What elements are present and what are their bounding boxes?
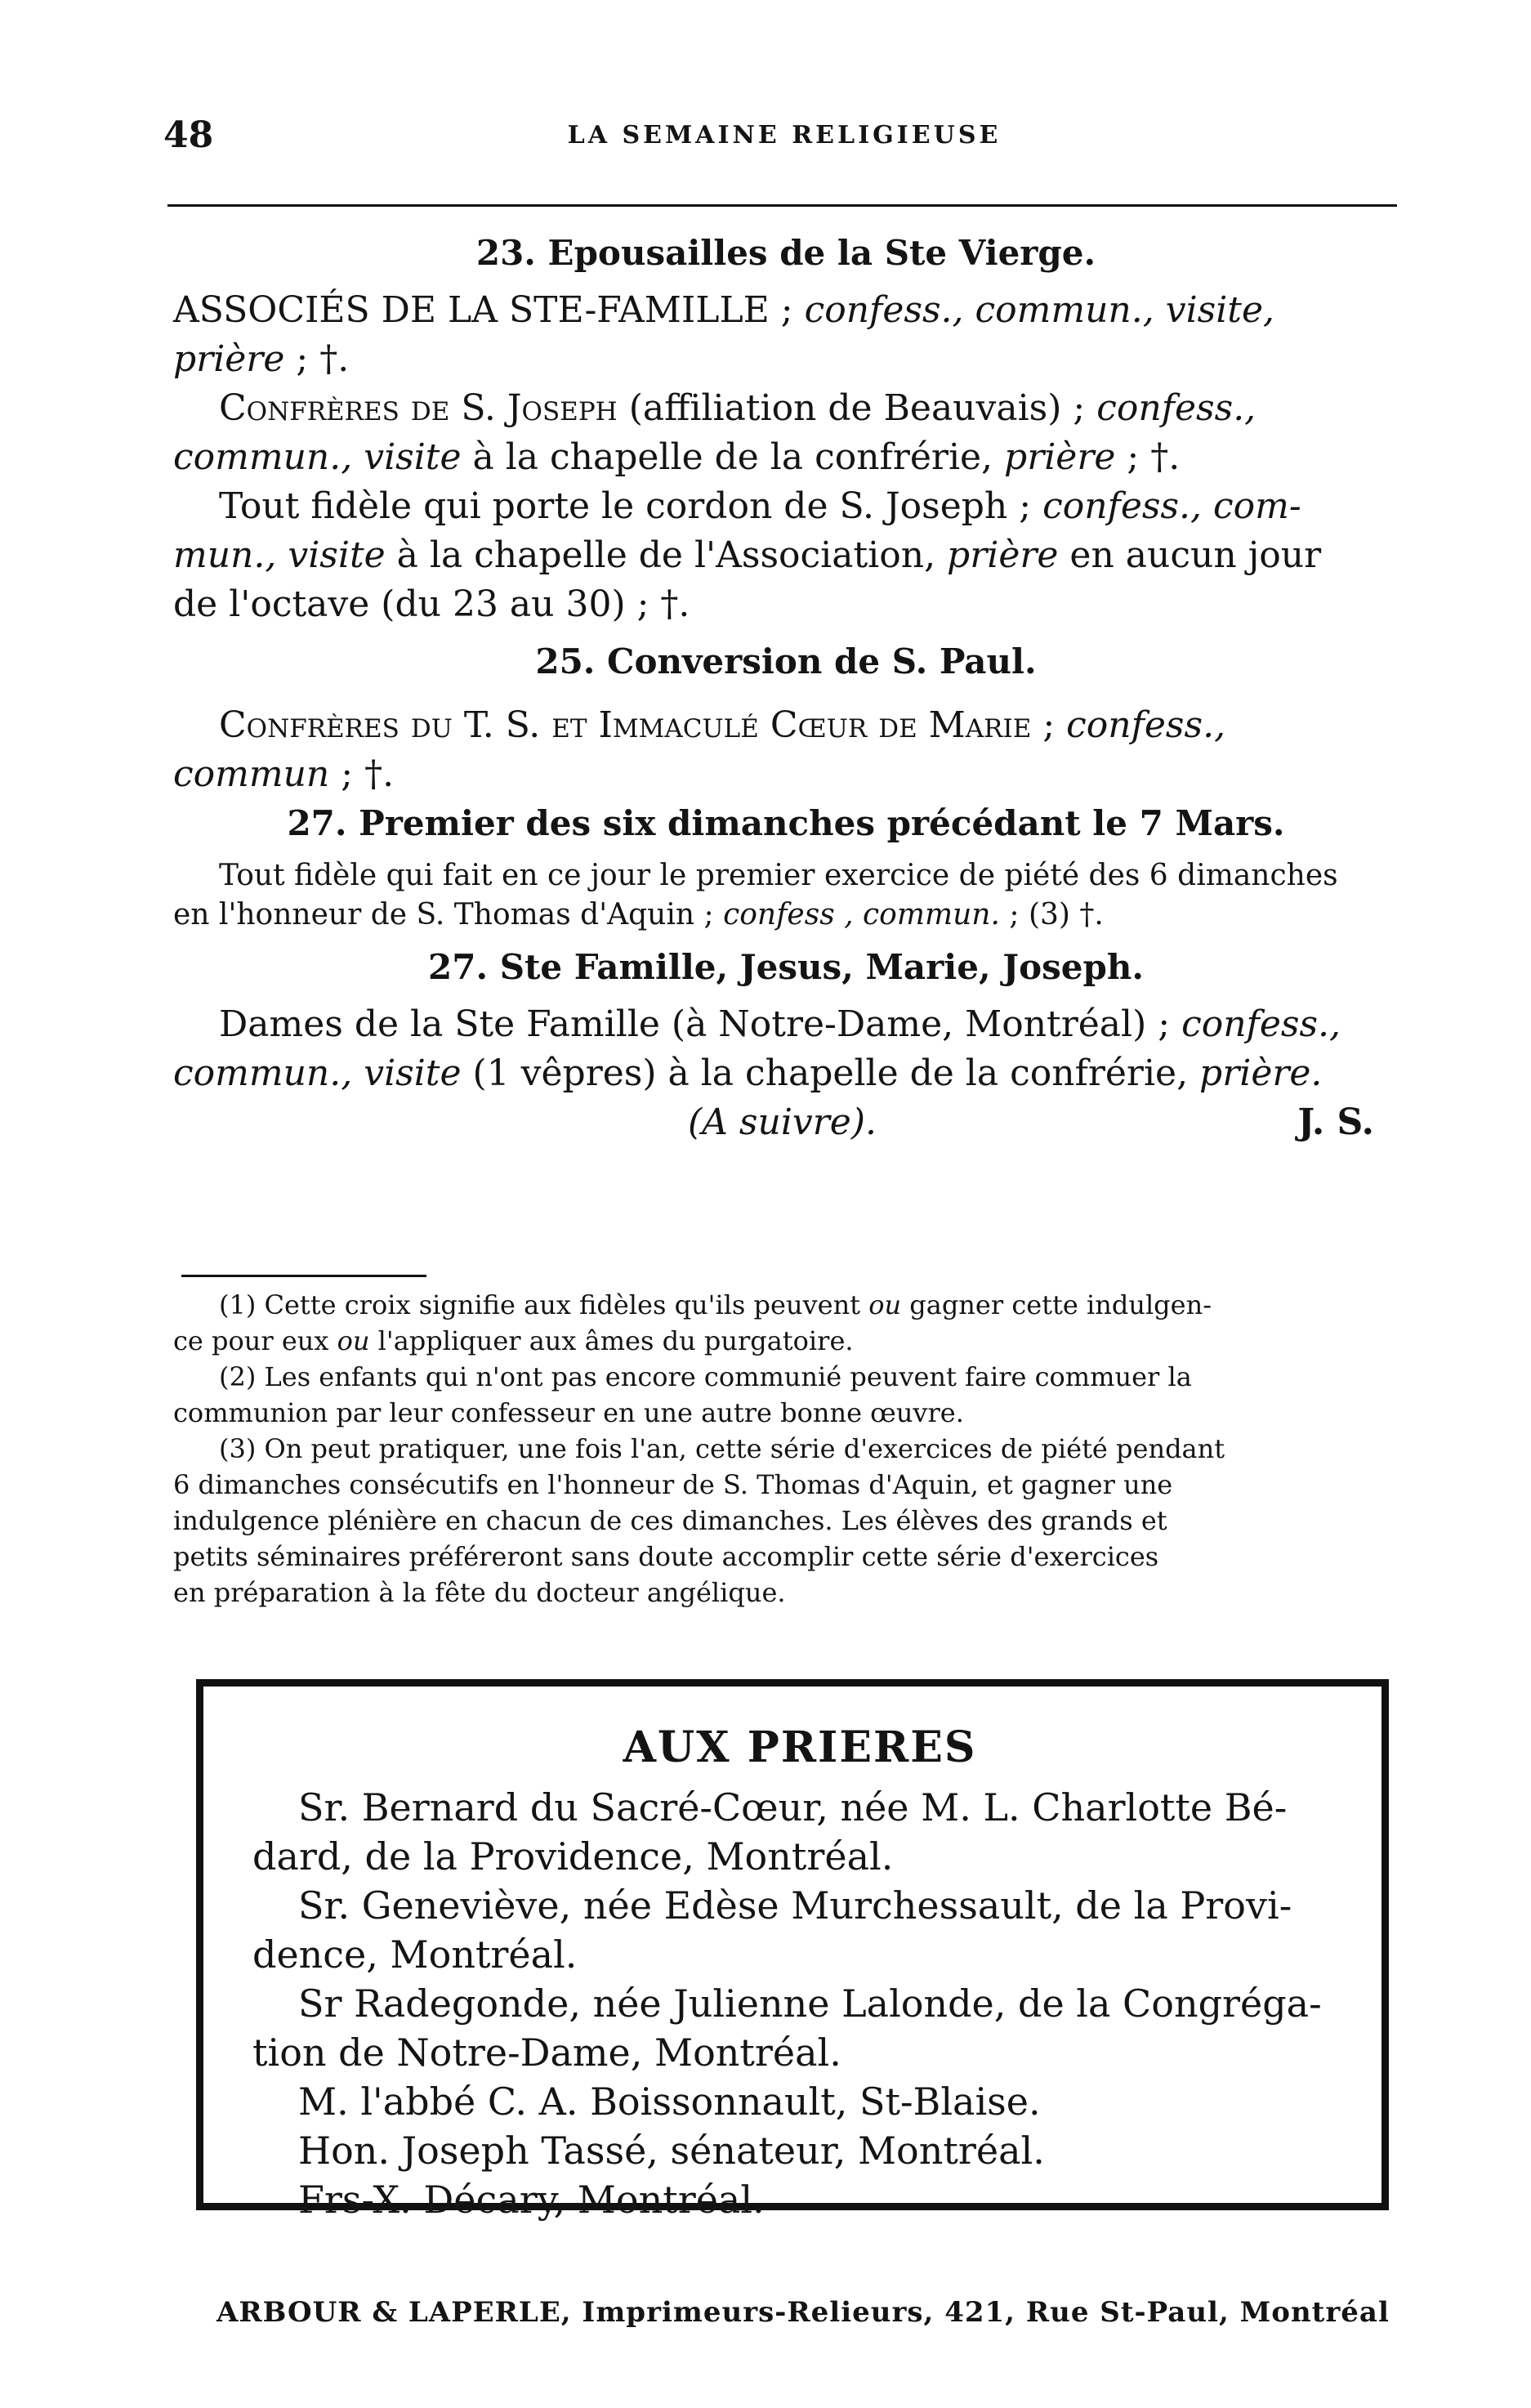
text-span: (affiliation de Beauvais) ; bbox=[617, 387, 1097, 429]
small-caps-span: Confrères de S. Joseph bbox=[219, 387, 618, 429]
prayer-line: Frs-X. Décary, Montréal. bbox=[298, 2178, 765, 2222]
text-span: ce pour eux bbox=[173, 1325, 337, 1356]
entry-line bbox=[173, 701, 1399, 750]
italic-span: commun., visite bbox=[173, 436, 462, 478]
footnote-line bbox=[173, 1323, 1399, 1359]
entry-line bbox=[173, 531, 1399, 580]
italic-span: confess., commun., visite, bbox=[804, 289, 1274, 331]
italic-span: prière. bbox=[1199, 1052, 1323, 1094]
footnote-line bbox=[173, 1539, 1399, 1575]
footnote-line bbox=[173, 1503, 1399, 1539]
text-span: Tout fidèle qui fait en ce jour le premier exercice de piété des 6 dimanches bbox=[219, 859, 1338, 892]
signature: J. S. bbox=[1297, 1101, 1374, 1143]
entry-line bbox=[173, 335, 1399, 384]
italic-span: prière bbox=[173, 338, 285, 380]
to-be-continued: (A suivre). bbox=[688, 1101, 877, 1143]
text-span: (1 vêpres) à la chapelle de la confrérie, bbox=[461, 1052, 1200, 1094]
italic-span: commun bbox=[173, 753, 330, 795]
entry-line bbox=[173, 1049, 1399, 1098]
printer-imprint: ARBOUR & LAPERLE, Imprimeurs-Relieurs, 421, Rue St-Paul, Montréal bbox=[216, 2296, 1390, 2329]
entry-line bbox=[173, 433, 1399, 482]
prayer-line: Sr Radegonde, née Julienne Lalonde, de la Congréga- bbox=[298, 1981, 1322, 2026]
prayers-content bbox=[252, 1719, 1347, 2224]
footnotes bbox=[173, 1287, 1399, 1611]
italic-span: confess., bbox=[1181, 1003, 1341, 1045]
text-span: Dames de la Ste Famille (à Notre-Dame, Montréal) ; bbox=[219, 1003, 1182, 1045]
text-span: communion par leur confesseur en une autre bonne œuvre. bbox=[173, 1397, 964, 1428]
page-number: 48 bbox=[163, 114, 214, 156]
prayer-line: Sr. Geneviève, née Edèse Murchessault, de la Provi- bbox=[298, 1883, 1292, 1928]
text-span: ; †. bbox=[329, 753, 395, 795]
entry-line bbox=[173, 750, 1399, 799]
prayers-title: AUX PRIERES bbox=[623, 1722, 977, 1772]
entry-line bbox=[173, 856, 1399, 896]
entry-heading: 27. Ste Famille, Jesus, Marie, Joseph. bbox=[428, 947, 1144, 987]
footnote-line bbox=[173, 1395, 1399, 1431]
footnote-line bbox=[173, 1287, 1399, 1323]
prayer-line: M. l'abbé C. A. Boissonnault, St-Blaise. bbox=[298, 2080, 1041, 2124]
entry-line bbox=[173, 896, 1399, 935]
running-title: LA SEMAINE RELIGIEUSE bbox=[567, 121, 1002, 150]
text-span: ; bbox=[1031, 704, 1067, 746]
prayers-box bbox=[196, 1679, 1389, 2222]
italic-span: confess., com- bbox=[1042, 485, 1301, 527]
text-span: 6 dimanches consécutifs en l'honneur de S. Thomas d'Aquin, et gagner une bbox=[173, 1469, 1173, 1500]
entry-line bbox=[173, 286, 1399, 335]
italic-span: prière bbox=[947, 534, 1059, 576]
text-span: gagner cette indulgen- bbox=[901, 1289, 1212, 1320]
italic-span: confess., bbox=[1066, 704, 1226, 746]
running-header bbox=[163, 114, 1405, 163]
text-span: (1) Cette croix signifie aux fidèles qu'ils peuvent bbox=[219, 1289, 869, 1320]
footnote-rule bbox=[181, 1275, 426, 1277]
text-span: ; †. bbox=[284, 338, 350, 380]
entry-paragraph bbox=[173, 856, 1399, 935]
text-span: (2) Les enfants qui n'ont pas encore communié peuvent faire commuer la bbox=[219, 1361, 1192, 1392]
footnote-line bbox=[173, 1359, 1399, 1395]
text-span: à la chapelle de l'Association, bbox=[385, 534, 948, 576]
text-span: ; (3) †. bbox=[999, 898, 1104, 931]
prayer-line: Sr. Bernard du Sacré-Cœur, née M. L. Charlotte Bé- bbox=[298, 1785, 1288, 1829]
text-span: ; †. bbox=[1115, 436, 1181, 478]
text-span: petits séminaires préféreront sans doute accomplir cette série d'exercices bbox=[173, 1541, 1159, 1572]
text-span: à la chapelle de la confrérie, bbox=[461, 436, 1005, 478]
italic-span: ou bbox=[868, 1289, 902, 1320]
entry-line bbox=[173, 1000, 1399, 1049]
calendar-entries bbox=[173, 229, 1399, 1147]
entry-heading: 23. Epousailles de la Ste Vierge. bbox=[475, 233, 1096, 273]
text-span: Tout fidèle qui porte le cordon de S. Joseph ; bbox=[219, 485, 1043, 527]
italic-span: confess., bbox=[1096, 387, 1256, 429]
italic-span: ou bbox=[337, 1325, 370, 1356]
footnote-line bbox=[173, 1467, 1399, 1503]
header-rule bbox=[167, 204, 1397, 207]
text-span: de l'octave (du 23 au 30) ; †. bbox=[173, 583, 690, 625]
italic-span: confess , commun. bbox=[723, 898, 1000, 931]
prayer-line: Hon. Joseph Tassé, sénateur, Montréal. bbox=[298, 2129, 1045, 2173]
italic-span: prière bbox=[1004, 436, 1116, 478]
prayer-line: dard, de la Providence, Montréal. bbox=[252, 1834, 894, 1879]
italic-span: mun., visite bbox=[173, 534, 386, 576]
entry-line bbox=[173, 384, 1399, 433]
entry-line bbox=[173, 482, 1399, 531]
footnote-line bbox=[173, 1431, 1399, 1467]
text-span: ASSOCIÉS DE LA STE-FAMILLE ; bbox=[173, 289, 805, 331]
entry-heading: 27. Premier des six dimanches précédant le 7 Mars. bbox=[287, 803, 1285, 843]
text-span: en aucun jour bbox=[1058, 534, 1322, 576]
text-span: en l'honneur de S. Thomas d'Aquin ; bbox=[173, 898, 724, 931]
text-span: l'appliquer aux âmes du purgatoire. bbox=[369, 1325, 854, 1356]
text-span: indulgence plénière en chacun de ces dimanches. Les élèves des grands et bbox=[173, 1505, 1167, 1536]
entry-heading: 25. Conversion de S. Paul. bbox=[535, 641, 1037, 681]
small-caps-span: Confrères du T. S. et Immaculé Cœur de Marie bbox=[219, 704, 1032, 746]
text-span: (3) On peut pratiquer, une fois l'an, cette série d'exercices de piété pendant bbox=[219, 1433, 1225, 1464]
closing-line bbox=[173, 1098, 1399, 1147]
prayer-line: tion de Notre-Dame, Montréal. bbox=[252, 2030, 841, 2075]
footnote-line bbox=[173, 1575, 1399, 1611]
prayer-line: dence, Montréal. bbox=[252, 1932, 578, 1977]
entry-line bbox=[173, 580, 1399, 629]
italic-span: commun., visite bbox=[173, 1052, 462, 1094]
text-span: en préparation à la fête du docteur angélique. bbox=[173, 1577, 786, 1608]
